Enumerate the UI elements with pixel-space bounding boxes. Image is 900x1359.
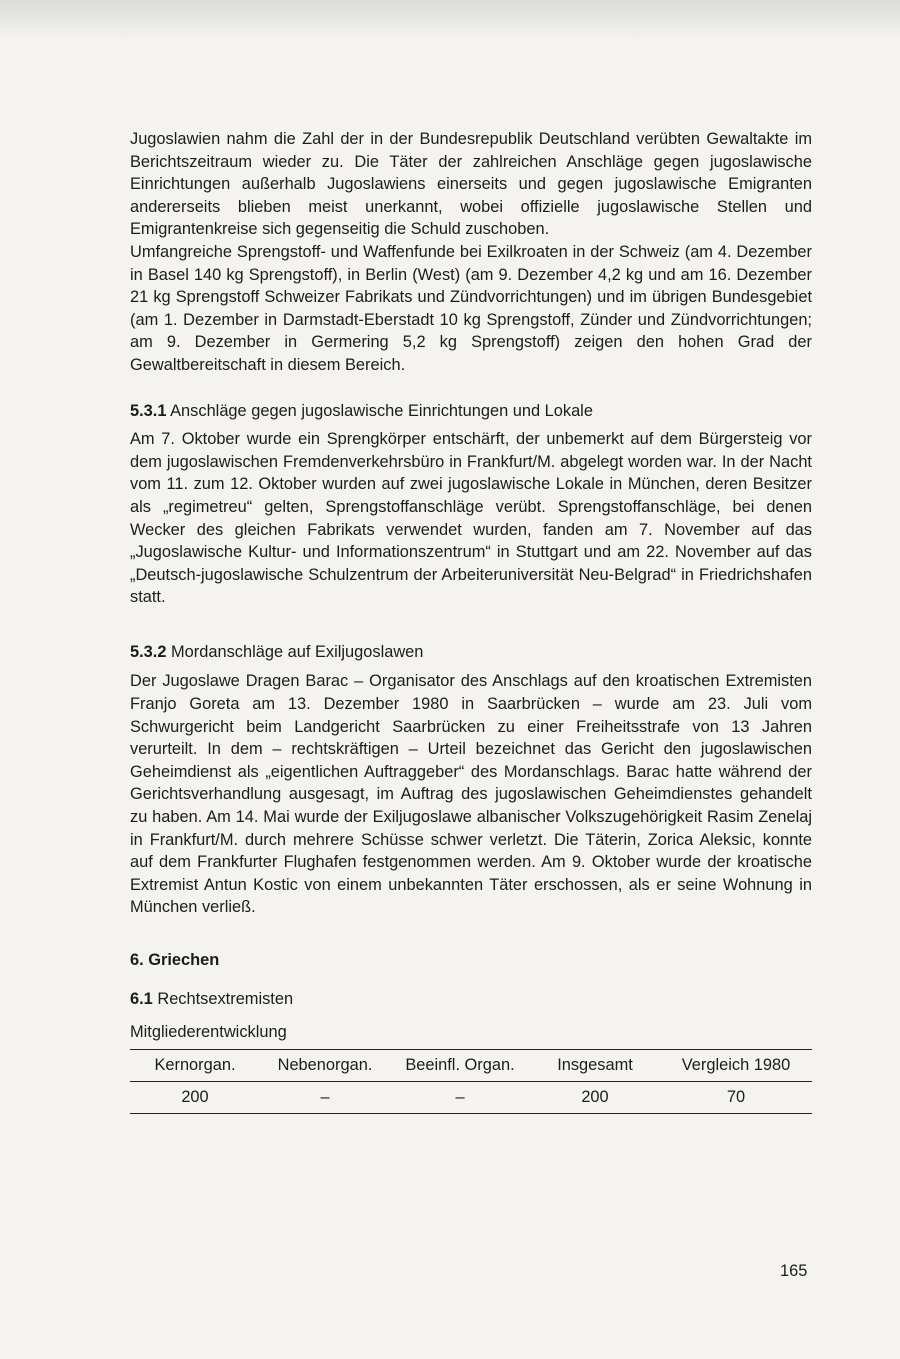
section-number: 6.1	[130, 990, 153, 1008]
section-5-3-1-body: Am 7. Oktober wurde ein Sprengkörper entschärft, der unbemerkt auf dem Bürgersteig vor dem jugoslawischen Fremdenverkehrsbüro in Frankfurt/M. abgelegt worden war. In der Nacht vom 11. zum 12. Oktober wurden auf zwei jugoslawische Lokale in München, deren Besitzer als „regimetreu“ gelten, Sprengstoffanschläge verübt. Sprengstoffanschläge, bei denen Wecker des gleichen Fabrikats verwendet wurden, fanden am 7. November auf das „Jugoslawische Kultur- und Informationszentrum“ in Stuttgart und am 22. November auf das „Deutsch-jugoslawische Schulzentrum der Arbeiteruniversität Neu-Belgrad“ in Friedrichshafen statt.	[130, 430, 812, 607]
section-title: Anschläge gegen jugoslawische Einrichtungen und Lokale	[170, 401, 593, 420]
page-number: 165	[780, 1262, 808, 1280]
data-cell: 200	[581, 1088, 609, 1107]
section-title: Rechtsextremisten	[157, 990, 294, 1008]
section-heading-6: 6. Griechen	[130, 951, 220, 969]
membership-table	[130, 1049, 812, 1114]
header-cell: Insgesamt	[557, 1056, 633, 1075]
table-caption: Mitgliederentwicklung	[130, 1022, 287, 1041]
header-cell: Kernorgan.	[154, 1056, 236, 1075]
scan-edge-shading	[0, 0, 900, 40]
section-title: Mordanschläge auf Exiljugoslawen	[171, 642, 424, 661]
section-5-3-2-body: Der Jugoslawe Dragen Barac – Organisator des Anschlags auf den kroatischen Extremisten Franjo Goreta am 13. Dezember 1980 in Saarbrücken – wurde am 23. Juli vom Schwurgericht beim Landgericht Saarbrücken zu einer Freiheitsstrafe von 13 Jahren verurteilt. In dem – rechtskräftigen – Urteil bezeichnet das Gericht den jugoslawischen Geheimdienst als „eigentlichen Auftraggeber“ des Mordanschlags. Barac hatte während der Gerichtsverhandlung ausgesagt, im Auftrag des jugoslawischen Geheimdienstes gehandelt zu haben. Am 14. Mai wurde der Exiljugoslawe albanischer Volkszugehörigkeit Rasim Zenelaj in Frankfurt/M. durch mehrere Schüsse schwer verletzt. Die Täterin, Zorica Aleksic, konnte auf dem Frankfurter Flughafen festgenommen werden. Am 9. Oktober wurde der kroatische Extremist Antun Kostic von einem unbekannten Täter erschossen, als er seine Wohnung in München verließ.	[130, 672, 812, 917]
section-heading-5-3-2	[130, 641, 812, 664]
section-number: 5.3.2	[130, 642, 167, 661]
header-cell: Beeinfl. Organ.	[405, 1056, 515, 1075]
paragraph-2: Umfangreiche Sprengstoff- und Waffenfunde bei Exilkroaten in der Schweiz (am 4. Dezember in Basel 140 kg Sprengstoff), in Berlin (West) (am 9. Dezember 4,2 kg und am 16. Dezember 21 kg Sprengstoff Schweizer Fabrikats und Zündvorrichtungen) und im übrigen Bundesgebiet (am 1. Dezember in Darmstadt-Eberstadt 10 kg Sprengstoff, Zünder und Zündvorrichtungen; am 9. Dezember in Germering 5,2 kg Sprengstoff) zeigen den hohen Grad der Gewaltbereitschaft in diesem Bereich.	[130, 242, 812, 374]
data-cell: –	[320, 1088, 330, 1107]
paragraph-1: Jugoslawien nahm die Zahl der in der Bundesrepublik Deutschland verübten Gewaltakte im Berichtszeitraum wieder zu. Die Täter der zahlreichen Anschläge gegen jugoslawische Einrichtungen außerhalb Jugoslawiens einerseits und gegen jugoslawische Emigranten andererseits blieben meist unerkannt, wobei offizielle jugoslawische Stellen und Emigrantenkreise sich gegenseitig die Schuld zuschoben.	[130, 130, 812, 239]
data-cell: 70	[726, 1088, 746, 1107]
section-heading-5-3-1	[130, 400, 812, 423]
section-heading-6-1	[130, 988, 812, 1011]
data-cell: 200	[181, 1088, 209, 1107]
header-cell: Nebenorgan.	[277, 1056, 373, 1075]
page-content	[130, 128, 812, 1114]
section-number: 5.3.1	[130, 401, 167, 420]
data-cell: –	[455, 1088, 465, 1107]
table-header-row	[130, 1050, 812, 1081]
header-cell: Vergleich 1980	[681, 1056, 791, 1075]
table-bottom-rule	[130, 1113, 812, 1114]
table-row	[130, 1082, 812, 1113]
